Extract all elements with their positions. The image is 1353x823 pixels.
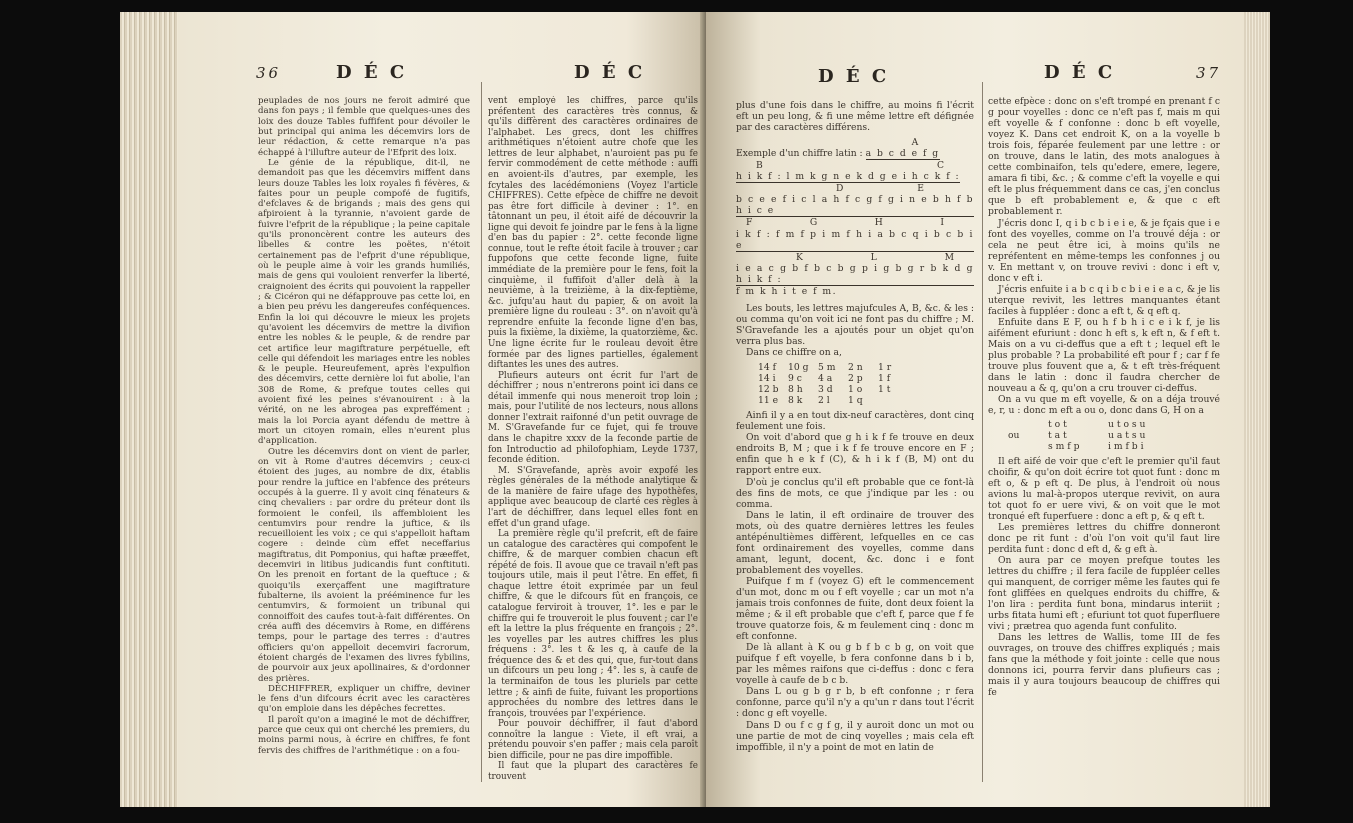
paragraph: La première règle qu'il prefcrit, eft de faire un catalogue des caractères qui compofent le chiffre, & de marquer combien chacun eft répété de fois. Il avoue que ce travail n'eft pas toujours utile, mais il peut l'être. En effet, fi chaque lettre étoit exprimée par un feul chiffre, & que le difcours fût en françois, ce catalogue ferviroit à trouver, 1°. les e par le chiffre qui fe trouveroit le plus fouvent ; car l'e eft la lettre la plus fréquente en françois ; 2°. les voyelles par les autres chiffres les plus fréquens : 3°. les t & les q, à caufe de la fréquence des & et des qui, que, fur-tout dans un difcours un peu long ; 4°. les s, à caufe de la terminaifon de tous les pluriels par cette lettre ; & ainfi de fuite, fuivant les proportions approchées du nombre des lettres dans le françois, trouvées par l'expérience. [488,529,698,719]
freq-cell: 12 b [758,384,779,396]
freq-cell: 1 t [878,384,891,396]
cipher-line: a b c d e f g [865,148,940,160]
freq-cell: 3 d [818,384,833,396]
paragraph: Il eft aifé de voir que c'eft le premier qu'il faut choifir, & qu'on doit écrire tot quot funt : donc m eft o, & p eft q. De plus, à l'endroit où nous avions lu mal-à-propos uterque revivit, on aura tot quot fo er uere vivi, & on voit que le mot tronqué eft fuperfuere : donc a eft p, & q eft t. [988,455,1220,522]
freq-cell: 8 k [788,395,803,407]
cipher-label: Exemple d'un chiffre latin : [736,148,863,160]
paragraph: M. S'Gravefande, après avoir expofé les règles générales de la méthode analytique & de la manière de faire ufage des hypothèfes, applique avec beaucoup de clarté ces règles à l'art de déchiffrer, dans lequel elles font en effet d'un grand ufage. [488,465,698,529]
paragraph: Pour pouvoir déchiffrer, il faut d'abord connoître la langue : Viete, il eft vrai, a prétendu pouvoir s'en paffer ; mais cela paroît bien difficile, pour ne pas dire impoffible. [488,719,698,761]
trial-cell: i m f b i [1108,441,1144,453]
paragraph: Les premières lettres du chiffre donneront donc pe rit funt : d'où l'on voit qu'il faut lire perdita funt : donc d eft d, & g eft à. [988,521,1220,555]
paragraph: Ainfi il y a en tout dix-neuf caractères, dont cinq feulement une fois. [736,410,974,433]
paragraph: peuplades de nos jours ne feroit admiré que dans fon pays ; il femble que quelques-unes des loix des douze Tables fuffifent pour dévoiler le but principal qui anima les décemvirs lors de leur rédaction, & cette remarque n'a pas échappé à l'illuftre auteur de l'Efprit des loix. [258,96,470,158]
trial-cell: u a t s u [1108,430,1146,442]
trial-cell [1008,419,1048,430]
paragraph: J'écris donc I, q i b c b i e i e, & je fçais que i e font des voyelles, comme on l'a trouvé déja : or cela ne peut être ici, à moins qu'ils ne repréfentent en même-temps les confonnes j ou v. En mettant v, on trouve revivi : donc i eft v, donc v eft i. [988,217,1220,284]
cipher-mark: H [874,217,883,229]
paragraph: D'où je conclus qu'il eft probable que ce font-là des fins de mots, ce que j'indique par les : ou comma. [736,476,974,510]
trial-cell: t a t [1048,430,1067,442]
right-page [706,12,1248,807]
freq-cell: 8 h [788,384,803,396]
right-running-head [818,62,1238,96]
left-column-2 [488,96,698,783]
freq-cell: 1 o [848,384,863,396]
cipher-line: h i k f : l m k g n e k d g e i h c k f : [736,171,961,183]
paragraph: Les bouts, les lettres majufcules A, B, &c. & les : ou comma qu'on voit ici ne font pas du chiffre ; M. S'Gravefande les a ajoutés pour un objet qu'on verra plus bas. [736,302,974,347]
freq-cell: 2 n [848,362,863,374]
cipher-mark: M [944,251,954,263]
trial-table [1008,419,1220,452]
paragraph: Il faut que la plupart des caractères fe trouvent [488,761,698,782]
freq-cell: 5 m [818,362,836,374]
paragraph: On voit d'abord que g h i k f fe trouve en deux endroits B, M ; que i k f fe trouve encore en F ; enfin que h e k f (C), & h i k f (B, M) ont du rapport entre eux. [736,432,974,477]
paragraph: Le génie de la république, dit-il, ne demandoit pas que les décemvirs miffent dans leurs douze Tables les loix royales fi févères, & faites pour un peuple compofé de fugitifs, d'efclaves & de brigands ; mais des gens qui afpiroient à la tyrannie, n'avoient garde de fuivre l'efprit de la république ; la peine capitale qu'ils prononcèrent contre les auteurs des libelles & contre les poëtes, n'étoit certainement pas de l'efprit d'une république, où le peuple aime à voir les grands humiliés, mais de gens qui vouloient renverfer la liberté, craignoient des écrits qui pouvoient la rappeller ; & Cicéron qui ne défapprouve pas cette loi, en a bien peu prévu les dangereufes conféquences. Enfin la loi qui découvre le mieux les projets qu'avoient les décemvirs de mettre la divifion entre les nobles & le peuple, & de rendre par cet artifice leur magiftrature perpétuelle, eft celle qui défendoit les mariages entre les nobles & le peuple. Heureufement, après l'expulfion des décemvirs, cette dernière loi fut abolie, l'an 308 de Rome, & prefque toutes celles qui avoient fixé les peines s'évanouirent : à la vérité, on ne les abrogea pas expreffément ; mais la loi Porcia ayant défendu de mettre à mort un citoyen romain, elles n'eurent plus d'application. [258,157,470,447]
freq-cell: 2 l [818,395,830,407]
freq-cell [878,395,908,406]
paragraph: J'écris enfuite i a b c q i b c b i e i e a c, & je lis uterque revivit, les lettres manquantes étant faciles à fuppléer : donc a eft t, & q eft q. [988,283,1220,317]
trial-cell: ou [1008,430,1020,442]
page-edges-left [120,12,180,807]
left-running-head [256,62,696,96]
freq-cell: 14 i [758,373,776,385]
freq-cell: 14 f [758,362,777,374]
left-page [178,12,706,807]
paragraph: Dans D ou f c g f g, il y auroit donc un mot ou une partie de mot de cinq voyelles ; mais cela eft impoffible, il n'y a point de mot en latin de [736,719,974,753]
cipher-mark: G [809,217,818,229]
paragraph: cette efpèce : donc on s'eft trompé en prenant f c g pour voyelles : donc ce n'eft pas f, mais m qui eft voyelle & f confonne : donc b eft voyelle, voyez K. Dans cet endroit K, on a la voyelle b trois fois, féparée feulement par une lettre : or on trouve, dans le latin, des mots analogues à cette combinaifon, tels qu'edere, emere, legere, amara fi tibi, &c. ; & comme c'eft la voyelle e qui eft le plus fréquemment dans ce cas, j'en conclus que b eft probablement e, & que c eft probablement r. [988,96,1220,218]
freq-cell: 1 q [848,395,863,407]
left-head-1: D É C [336,62,408,83]
cipher-mark: F [746,217,753,229]
paragraph: Il paroît qu'on a imaginé le mot de déchiffrer, parce que ceux qui ont cherché les premiers, du moins parmi nous, à écrire en chiffres, fe font fervis des chiffres de l'arithmétique : on a fou- [258,714,470,756]
trial-cell: u t o s u [1108,419,1146,431]
left-page-number: 36 [256,64,282,82]
cipher-mark: L [870,251,877,263]
cipher-line: i k f : f m f p i m f h i a b c q i b c b i e [736,228,974,251]
cipher-mark: E [917,183,924,195]
cipher-line: b c e e f i c l a h f c g f g i n e b h f b h i c e [736,194,974,217]
cipher-mark: B [756,160,763,172]
page-edges-right [1244,12,1270,807]
freq-cell: 10 g [788,362,809,374]
paragraph: Dans le latin, il eft ordinaire de trouver des mots, où des quatre dernières lettres les feules antépénultièmes diffèrent, lefquelles en ce cas font ordinairement des voyelles, comme dans amant, legunt, docent, &c. donc i e font probablement des voyelles. [736,509,974,576]
freq-cell: 1 r [878,362,892,374]
cipher-line: i e a c g b f b c b g p i g b g r b k d g h i k f : [736,262,974,285]
right-page-number: 37 [1196,64,1222,82]
cipher-mark: I [940,217,944,229]
paragraph: vent employé les chiffres, parce qu'ils préfentent des caractères très connus, & qu'ils diffèrent des caractères ordinaires de l'alphabet. Les grecs, dont les chiffres arithmétiques n'étoient autre chofe que les lettres de leur alphabet, n'auroient pas pu fe fervir commodément de cette méthode : auffi en avoient-ils d'autres, par exemple, les fcytales des lacédémoniens (Voyez l'article CHIFFRES). Cette efpèce de chiffre ne devoit pas être fort difficile à deviner : 1°. en tâtonnant un peu, il étoit aifé de découvrir la ligne qui devoit fe joindre par le fens à la ligne d'en bas du papier : 2°. cette feconde ligne connue, tout le refte étoit facile à trouver ; car fuppofons que cette feconde ligne, fuite immédiate de la première pour le fens, foit la cinquième, il fuffifoit d'aller delà à la neuvième, à la treizième, à la dix-feptième, &c. jufqu'au haut du papier, & on avoit la première ligne du rouleau : 3°. on n'avoit qu'à reprendre enfuite la feconde ligne d'en bas, puis la fixième, la dixième, la quatorzième, &c. Une ligne écrite fur le rouleau devoit être formée par des lignes partielles, également diftantes les unes des autres. [488,96,698,371]
paragraph: Dans L ou g b g r b, b eft confonne ; r fera confonne, parce qu'il n'y a qu'un r dans tout l'écrit : donc g eft voyelle. [736,686,974,720]
paragraph: Puifque f m f (voyez G) eft le commencement d'un mot, donc m ou f eft voyelle ; car un mot n'a jamais trois confonnes de fuite, dont deux foient la même ; & il eft probable que c'eft f, parce que f fe trouve quatorze fois, & m feulement cinq : donc m eft confonne. [736,575,974,643]
left-column-1 [258,96,470,756]
right-head-1: D É C [818,66,890,87]
column-divider [982,82,983,782]
right-column-1 [736,100,974,753]
cipher-mark: A [911,137,919,149]
paragraph: Enfuite dans E F, ou h f b h i c e i k f, je lis aifément efuriunt : donc h eft s, k eft n, & f eft t. Mais on a vu ci-deffus que a eft t ; lequel eft le plus probable ? La probabilité eft pour f ; car f fe trouve plus fouvent que a, & t eft très-fréquent dans le latin : donc il faudra chercher de nouveau a & q, qu'on a cru trouver ci-deffus. [988,316,1220,395]
paragraph: Dans les lettres de Wallis, tome III de fes ouvrages, on trouve des chiffres expliqués ; mais fans que la méthode y foit jointe : celle que nous donnons ici, pourra fervir dans plufieurs cas ; mais il y aura toujours beaucoup de chiffres qui fe [988,632,1220,699]
freq-cell: 2 p [848,373,863,385]
left-head-2: D É C [574,62,646,83]
paragraph: plus d'une fois dans le chiffre, au moins fi l'écrit eft un peu long, & fi une même lettre eft défignée par des caractères différens. [736,100,974,134]
cipher-mark: D [836,183,844,195]
freq-cell: 11 e [758,395,779,407]
trial-cell [1008,441,1048,452]
cipher-line: f m k h i t e f m. [736,285,838,297]
entry-dechiffrer: DÉCHIFFRER, expliquer un chiffre, deviner le fens d'un difcours écrit avec les caractères qu'on emploie dans les dépêches fecrettes. [258,683,470,715]
paragraph: De là allant à K ou g b f b c b g, on voit que puifque f eft voyelle, b fera confonne dans b i b, par les mêmes raifons que ci-deffus : donc c fera voyelle à caufe de b c b. [736,642,974,687]
cipher-mark: K [796,251,803,263]
right-head-2: D É C [1044,62,1116,83]
paragraph: On aura par ce moyen prefque toutes les lettres du chiffre ; il fera facile de fuppléer celles qui manquent, de corriger même les fautes qui fe font gliffées en quelques endroits du chiffre, & l'on lira : perdita funt bona, mindarus interiit ; urbs fitata humi eft ; efuriunt tot quot fuperfluere vivi ; prætrea quo agenda funt confulito. [988,554,1220,633]
column-divider [481,82,482,782]
paragraph: On a vu que m eft voyelle, & on a déja trouvé e, r, u : donc m eft a ou o, donc dans G, H on a [988,394,1220,417]
trial-cell: t o t [1048,419,1067,431]
freq-cell: 4 a [818,373,833,385]
paragraph: Outre les décemvirs dont on vient de parler, on vit à Rome d'autres décemvirs ; ceux-ci étoient des juges, au nombre de dix, établis pour rendre la juftice en l'abfence des préteurs occupés à la guerre. Il y avoit cinq fénateurs & cinq chevaliers : par ordre du préteur dont ils formoient le confeil, ils affembloient les centumvirs pour rendre la juftice, & ils recueilloient les voix ; ce qui s'appelloit haftam cogere : deinde cùm effet neceffarius magiftratus, dit Pomponius, qui haftæ præeffet, decemviri in litibus judicandis funt conftituti. On les prenoit en fortant de la queftuce ; & quoiqu'ils exerçaffent une magiftrature fubalterne, ils avoient la prééminence fur les centumvirs, & formoient un tribunal qui connoiffoit des caufes tout-à-fait différentes. On créa auffi des décemvirs à Rome, en différens temps, pour le partage des terres : d'autres officiers qu'on appelloit decemviri facrorum, étoient chargés de l'examen des livres fybilins, de pourvoir aux jeux apollinaires, & d'ordonner des prières. [258,446,470,684]
cipher-example [736,137,974,297]
freq-cell: 9 c [788,373,802,385]
right-column-2 [988,96,1220,699]
paragraph: Plufieurs auteurs ont écrit fur l'art de déchiffrer ; nous n'entrerons point ici dans ce détail immenfe qui nous meneroit trop loin ; mais, pour l'utilité de nos lecteurs, nous allons donner l'extrait raifonné d'un petit ouvrage de M. S'Gravefande fur ce fujet, qui fe trouve dans le chapitre xxxv de la feconde partie de fon Introductio ad philofophiam, Leyde 1737, feconde édition. [488,370,698,466]
frequency-table [758,362,908,406]
cipher-mark: C [936,160,944,172]
freq-cell: 1 f [878,373,891,385]
paragraph: Dans ce chiffre on a, [746,346,842,358]
trial-cell: s m f p [1048,441,1080,453]
